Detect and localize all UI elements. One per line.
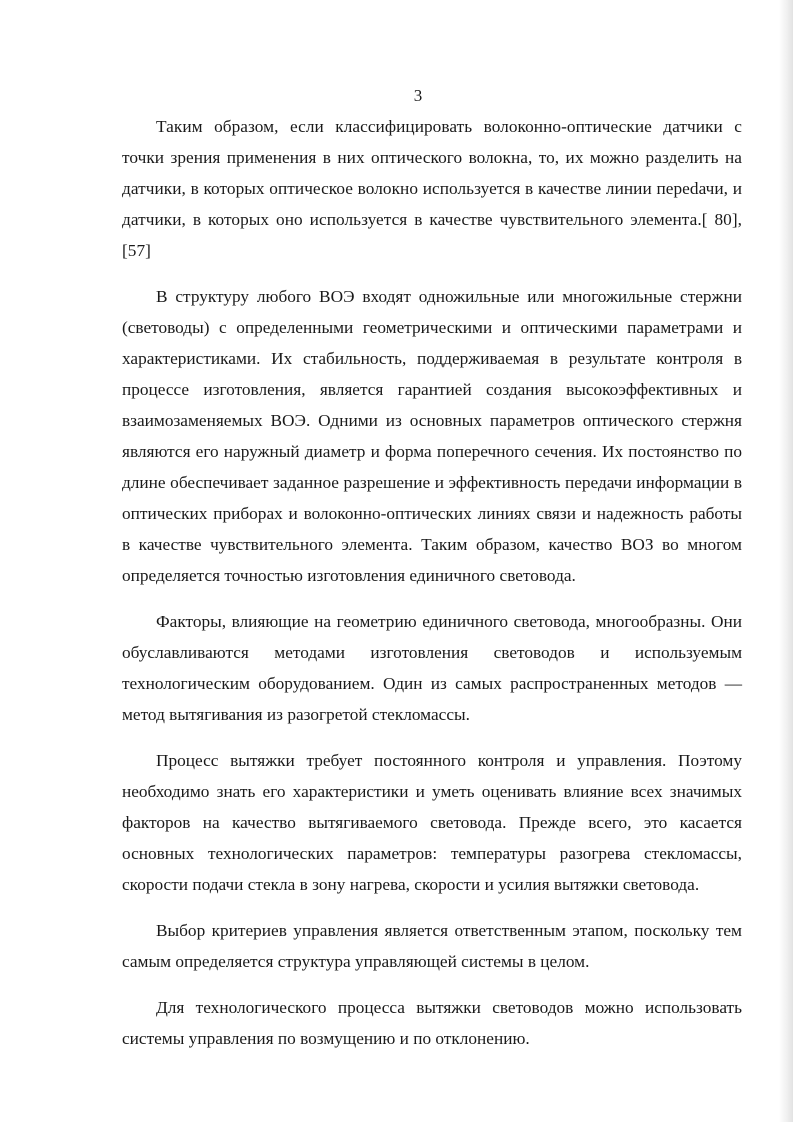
scan-edge-shadow: [779, 0, 793, 1122]
paragraph-criteria: Выбор критериев управления является ответственным этапом, поскольку тем самым определяется структура управляющей системы в целом.: [122, 921, 742, 971]
paragraph-drawing-process: Процесс вытяжки требует постоянного контроля и управления. Поэтому необходимо знать его характеристики и уметь оценивать влияние всех значимых факторов на качество вытягиваемого световода. Прежде всего, это касается основных технологических параметров: температуры разогрева стекломассы, скорости подачи стекла в зону нагрева, скорости и усилия вытяжки световода.: [122, 751, 742, 894]
page-body: [122, 111, 742, 1069]
paragraph-classification: Таким образом, если классифицировать волоконно-оптические датчики с точки зрения применения в них оптического волокна, то, их можно разделить на датчики, в которых оптическое волокно используется в качестве линии переdачи, и датчики, в которых оно используется в качестве чувствительного элемента.[ 80], [57]: [122, 117, 742, 260]
page-number: 3: [413, 86, 423, 105]
paragraph-control-systems: Для технологического процесса вытяжки световодов можно использовать системы управления по возмущению и по отклонению.: [122, 998, 742, 1048]
paragraph-structure: В структуру любого ВОЭ входят одножильные или многожильные стержни (световоды) с определенными геометрическими и оптическими параметрами и характеристиками. Их стабильность, поддерживаемая в результате контроля в процессе изготовления, является гарантией создания высокоэффективных и взаимозаменяемых ВОЭ. Одними из основных параметров оптического стержня являются его наружный диаметр и форма поперечного сечения. Их постоянство по длине обеспечивает заданное разрешение и эффективность передачи информации в оптических приборах и волоконно-оптических линиях связи и надежность работы в качестве чувствительного элемента. Таким образом, качество ВОЗ во многом определяется точностью изготовления единичного световода.: [122, 287, 742, 585]
paragraph-factors: Факторы, влияющие на геометрию единичного световода, многообразны. Они обуславливаются методами изготовления световодов и используемым технологическим оборудованием. Один из самых распространенных методов — метод вытягивания из разогретой стекломассы.: [122, 612, 742, 724]
